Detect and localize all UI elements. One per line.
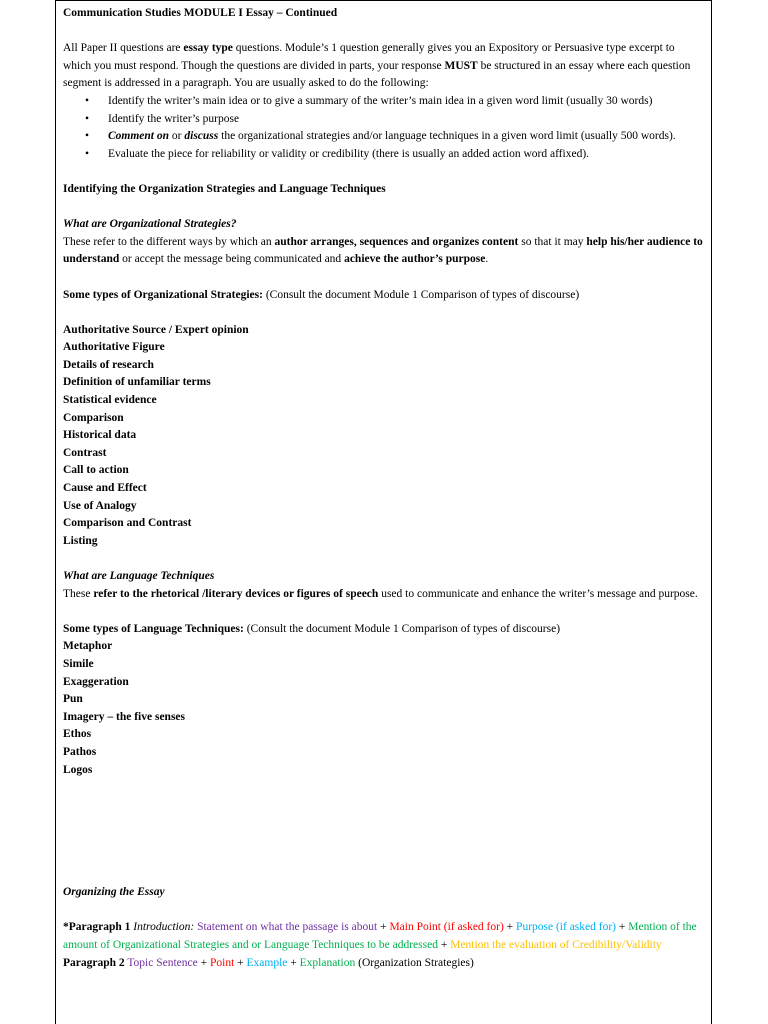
- list-item: Cause and Effect: [63, 482, 147, 495]
- list-item: • Identify the writer’s purpose: [108, 111, 705, 129]
- list-item: • Evaluate the piece for reliability or validity or credibility (there is usually an added action word affixed).: [108, 146, 705, 164]
- task-list: [63, 93, 705, 163]
- list-item: Metaphor: [63, 640, 113, 653]
- list-item: Authoritative Source / Expert opinion: [63, 323, 249, 336]
- list-item: Contrast: [63, 446, 107, 459]
- list-item: Use of Analogy: [63, 499, 137, 512]
- list-item: Comparison and Contrast: [63, 517, 192, 530]
- list-item: Historical data: [63, 429, 137, 442]
- list-item: Pathos: [63, 745, 97, 758]
- paragraph-1-guide: *Paragraph 1 Introduction: Statement on what the passage is about + Main Point (if asked for) + Purpose (if asked for) + Mention of the amount of Organizational Strategies and or Language Techniques to be addressed + Mention the evaluation of Credibility/Validity: [63, 921, 697, 951]
- list-item: Logos: [63, 763, 93, 776]
- list-item: • Comment on or discuss the organizational strategies and/or language techniques in a given word limit (usually 500 words).: [108, 128, 705, 146]
- lang-definition: These refer to the rhetorical /literary devices or figures of speech used to communicate and enhance the writer’s message and purpose.: [63, 587, 698, 600]
- list-item: Definition of unfamiliar terms: [63, 376, 211, 389]
- list-item: Listing: [63, 534, 98, 547]
- list-item: Imagery – the five senses: [63, 710, 186, 723]
- org-question: What are Organizational Strategies?: [63, 218, 237, 231]
- list-item: Details of research: [63, 358, 154, 371]
- org-types-intro: Some types of Organizational Strategies: (Consult the document Module 1 Comparison of types of discourse): [63, 288, 580, 301]
- list-item: Ethos: [63, 728, 92, 741]
- list-item: • Identify the writer’s main idea or to give a summary of the writer’s main idea in a given word limit (usually 30 words): [108, 93, 705, 111]
- lang-question: What are Language Techniques: [63, 570, 215, 582]
- list-item: Statistical evidence: [63, 394, 157, 407]
- essay-heading: Organizing the Essay: [63, 886, 165, 899]
- list-item: Authoritative Figure: [63, 341, 165, 354]
- org-strategy-list: [63, 322, 705, 551]
- org-definition: These refer to the different ways by which an author arranges, sequences and organizes content so that it may help his/her audience to understand or accept the message being communicated and achieve the author’s purpose.: [63, 235, 703, 266]
- page-title: Communication Studies MODULE I Essay – Continued: [63, 7, 338, 19]
- paragraph-2-guide: Paragraph 2 Topic Sentence + Point + Example + Explanation (Organization Strategies): [63, 956, 474, 969]
- list-item: Call to action: [63, 464, 129, 477]
- document-body: [63, 5, 705, 972]
- intro-paragraph: All Paper II questions are essay type questions. Module’s 1 question generally gives you an Expository or Persuasive type excerpt to which you must respond. Though the questions are divided in parts, your response MUST be structured in an essay where each question segment is addressed in a paragraph. You are usually asked to do the following:: [63, 42, 691, 90]
- section-heading: Identifying the Organization Strategies and Language Techniques: [63, 182, 386, 195]
- lang-types-intro: Some types of Language Techniques: (Consult the document Module 1 Comparison of types of discourse): [63, 622, 561, 635]
- list-item: Simile: [63, 657, 94, 670]
- list-item: Comparison: [63, 411, 124, 424]
- lang-technique-list: [63, 638, 705, 779]
- list-item: Pun: [63, 693, 83, 706]
- list-item: Exaggeration: [63, 675, 129, 688]
